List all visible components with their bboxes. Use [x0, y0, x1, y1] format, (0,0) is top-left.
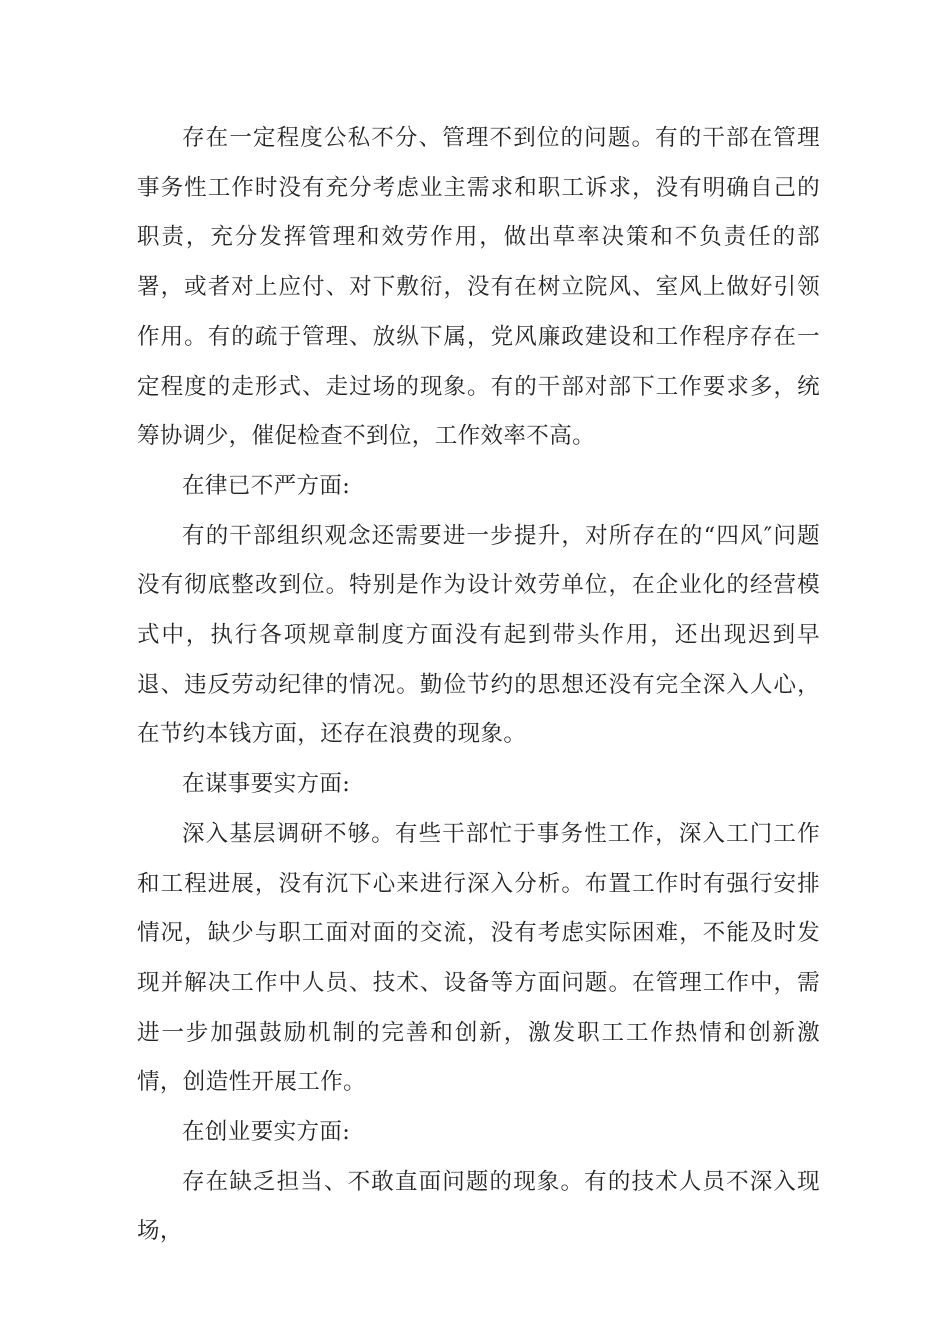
heading-entrepreneurship: 在创业要实方面: — [182, 1119, 351, 1146]
paragraph-entrepreneurship: 存在缺乏担当、不敢直面问题的现象。有的技术人员不深入现场， — [137, 1168, 820, 1245]
heading-planning: 在谋事要实方面: — [182, 771, 351, 798]
paragraph-planning: 深入基层调研不够。有些干部忙于事务性工作，深入工门工作和工程进展，没有沉下心来进行深入分析。布置工作时有强行安排情况，缺少与职工面对面的交流，没有考虑实际困难，不能及时发现并解决工作中人员、技术、设备等方面问题。在管理工作中，需进一步加强鼓励机制的完善和创新，激发职工工作热情和创新激情，创造性开展工作。 — [137, 820, 820, 1096]
document-body — [137, 114, 820, 1257]
paragraph-self-discipline: 有的干部组织观念还需要进一步提升，对所存在的“四风″问题没有彻底整改到位。特别是作为设计效劳单位，在企业化的经营模式中，执行各项规章制度方面没有起到带头作用，还出现迟到早退、违反劳动纪律的情况。勤俭节约的思想还没有完全深入人心，在节约本钱方面，还存在浪费的现象。 — [137, 522, 820, 748]
paragraph-management-issues: 存在一定程度公私不分、管理不到位的问题。有的干部在管理事务性工作时没有充分考虑业主需求和职工诉求，没有明确自己的职责，充分发挥管理和效劳作用，做出草率决策和不负责任的部署，或者对上应付、对下敷衍，没有在树立院风、室风上做好引领作用。有的疏于管理、放纵下属，党风廉政建设和工作程序存在一定程度的走形式、走过场的现象。有的干部对部下工作要求多，统筹协调少，催促检查不到位，工作效率不高。 — [137, 125, 820, 450]
heading-self-discipline: 在律已不严方面: — [182, 472, 351, 499]
